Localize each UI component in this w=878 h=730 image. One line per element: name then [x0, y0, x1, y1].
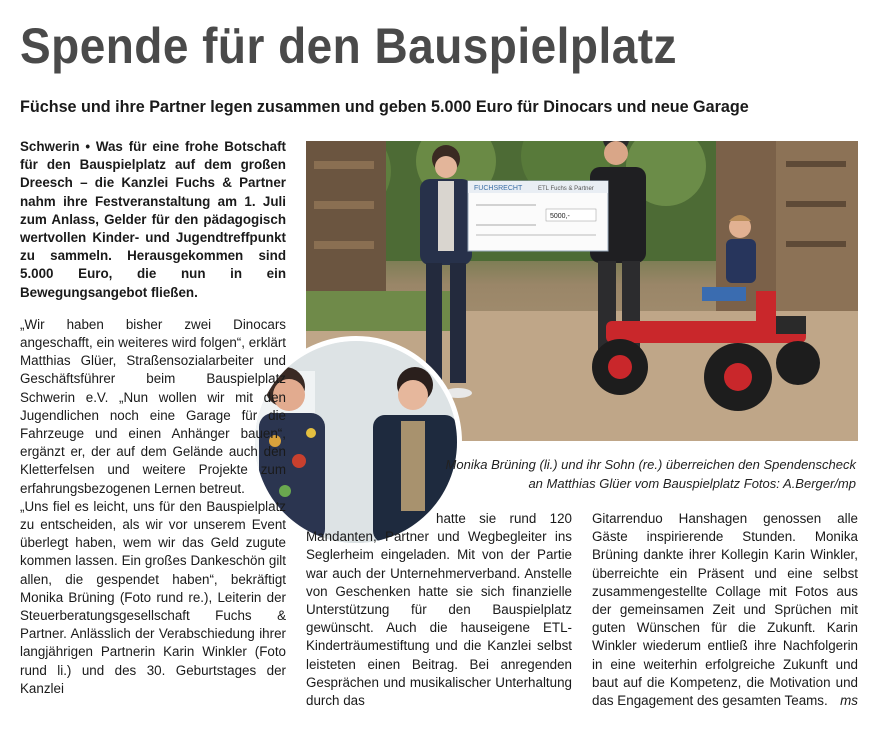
column-1 [20, 138, 286, 698]
check-amount: 5000,- [550, 213, 570, 220]
subheadline: Füchse und ihre Partner legen zusammen und geben 5.000 Euro für Dinocars und neue Garage [20, 97, 749, 116]
body-paragraph-2: „Uns fiel es leicht, uns für den Bauspielplatz zu entscheiden, als wir vor unserem Event überlegt haben, wem wir das Geld zugute kommen lassen. Ein großes Dankeschön gilt allen, die gespendet haben“, bekräftigt Monika Brüning (Foto rund re.), Leiterin der Steuerberatungsgesellschaft Fuchs & Partner. Anlässlich der Verabschiedung ihrer langjährigen Partnerin Karin Winkler (Foto rund li.) und des 30. Geburtstages der Kanzlei [20, 498, 286, 696]
lead-paragraph: Schwerin • Was für eine frohe Botschaft für den Bauspielplatz auf dem großen Dreesch – die Kanzlei Fuchs & Partner nahm ihre Festveranstaltung am 1. Juli zum Anlass, Gelder für den pädagogisch wertvollen Kinder- und Jugendtreffpunkt zu sammeln. Herausgekommen sind 5.000 Euro, die nun in ein Bewegungsangebot fließen. [20, 139, 286, 300]
column-2 [306, 510, 572, 710]
body-paragraph-1: „Wir haben bisher zwei Dinocars angeschafft, ein weiteres wird folgen“, erklärt Matthias Glüer, Straßensozialarbeiter und Geschäftsführer beim Bauspielplatz Schwerin e.V. „Nun wollen wir mit den Jugendlichen noch eine Garage für die Fahrzeuge und einen Anhänger bauen“, ergänzt er, der auf dem Gelände auch den Kletterfelsen und weitere Projekte zum erfahrungsbezogenen Lernen betreut. [20, 316, 286, 496]
body-paragraph-4: Gitarrenduo Hanshagen genossen alle Gäste inspirierende Stunden. Monika Brüning dankte ihrer Kollegin Karin Winkler, überreichte ein Präsent und eine selbst zusammengestellte Collage mit Fotos aus der gemeinsamen Zeit und Sprüchen mit guten Wünschen für die Zukunft. Karin Winkler wiederum entließ ihre Nachfolgerin in eine weiterhin erfolgreiche Zukunft und baut auf die Kompetenz, die Motivation und das Engagement des gesamten Teams. [592, 511, 858, 709]
photo-caption: Monika Brüning (li.) und ihr Sohn (re.) überreichen den Spendenscheck an Matthias Glüer vom Bauspielplatz Fotos: A.Berger/mp [445, 457, 856, 491]
check-brand: FUCHSRECHT [474, 185, 523, 192]
column-3 [592, 510, 858, 710]
headline: Spende für den Bauspielplatz [20, 18, 677, 74]
check-firm: ETL Fuchs & Partner [538, 186, 594, 192]
body-paragraph-3: hatte sie rund 120 Mandanten, Partner und Wegbegleiter ins Seglerheim eingeladen. Mit von der Partie war auch der Unternehmerverband. Anstelle von Geschenken hatte sie sich finanzielle Unterstützung für den Bauspielplatz gewünscht. Auch die hauseigene ETL-Kinderträumestiftung und die Kanzlei selbst leisteten einen Beitrag. Bei anregenden Gesprächen und musikalischer Unterhaltung durch das [306, 511, 572, 709]
author-signature: ms [840, 693, 858, 709]
